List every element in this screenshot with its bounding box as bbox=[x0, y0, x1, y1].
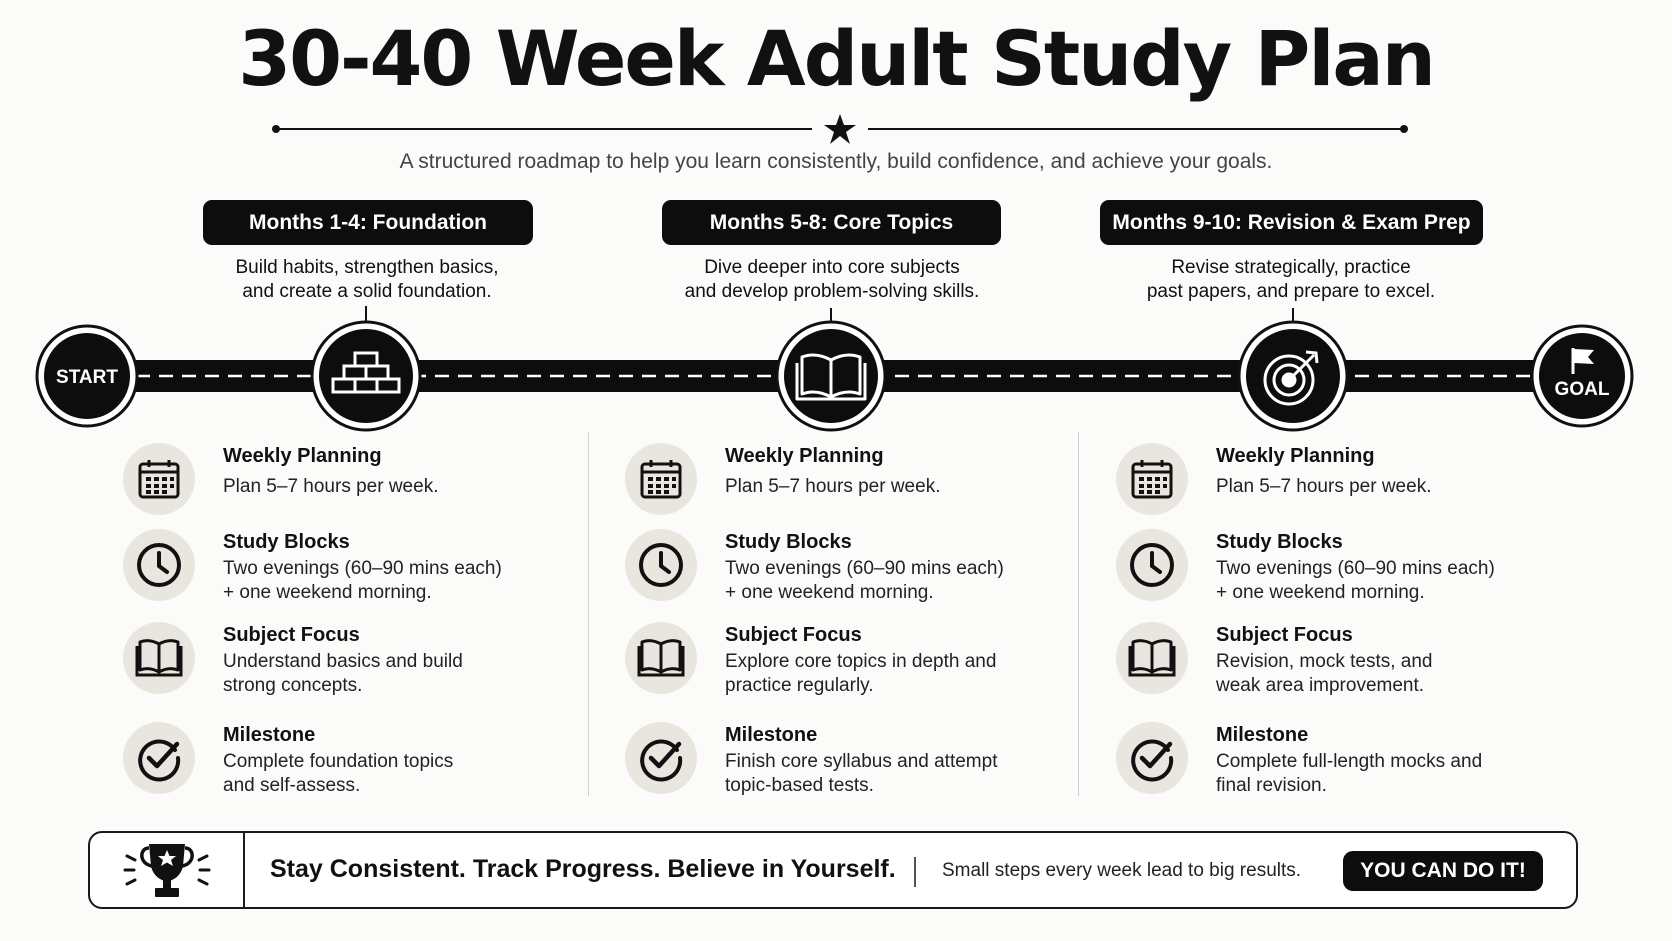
item-description-line1: Revision, mock tests, and bbox=[1216, 651, 1433, 672]
milestone-1-node bbox=[312, 322, 420, 430]
item-heading: Study Blocks bbox=[725, 531, 852, 553]
banner-separator bbox=[914, 857, 916, 887]
item-description-line2: and self-assess. bbox=[223, 775, 361, 796]
book-icon bbox=[637, 638, 685, 678]
clock-icon bbox=[1128, 541, 1176, 589]
phase-1-label: Months 1-4: Foundation bbox=[203, 200, 533, 245]
item-heading: Milestone bbox=[1216, 724, 1309, 746]
banner-main-message: Stay Consistent. Track Progress. Believe in Yourself. bbox=[270, 855, 896, 883]
item-description-line1: Complete full-length mocks and bbox=[1216, 751, 1483, 772]
item-description-line2: strong concepts. bbox=[223, 675, 363, 696]
start-node bbox=[37, 326, 137, 426]
item-heading: Milestone bbox=[725, 724, 818, 746]
phase-1-desc-line2: and create a solid foundation. bbox=[242, 281, 492, 302]
calendar-icon bbox=[137, 457, 181, 501]
item-description-line2: final revision. bbox=[1216, 775, 1327, 796]
trophy-icon bbox=[119, 838, 215, 902]
title-divider bbox=[272, 110, 1408, 150]
phase-3-label: Months 9-10: Revision & Exam Prep bbox=[1100, 200, 1483, 245]
page-title: 30-40 Week Adult Study Plan bbox=[238, 14, 1434, 103]
goal-label: GOAL bbox=[1554, 379, 1610, 400]
goal-node bbox=[1532, 326, 1632, 426]
banner-sub-message: Small steps every week lead to big results. bbox=[942, 860, 1302, 881]
item-description: Plan 5–7 hours per week. bbox=[223, 476, 439, 497]
item-description-line1: Understand basics and build bbox=[223, 651, 463, 672]
phase-1-description bbox=[157, 256, 577, 304]
phase-2-description bbox=[622, 256, 1042, 304]
item-heading: Subject Focus bbox=[223, 624, 360, 646]
item-heading: Study Blocks bbox=[1216, 531, 1343, 553]
item-heading: Weekly Planning bbox=[725, 445, 884, 467]
phase-2-label: Months 5-8: Core Topics bbox=[662, 200, 1001, 245]
phase-3-desc-line2: past papers, and prepare to excel. bbox=[1146, 281, 1436, 302]
phase-3-description bbox=[1081, 256, 1501, 304]
phase-3-desc-line1: Revise strategically, practice bbox=[1171, 257, 1411, 278]
motivation-banner bbox=[88, 831, 1578, 909]
item-heading: Weekly Planning bbox=[223, 445, 382, 467]
item-description-line1: Two evenings (60–90 mins each) bbox=[223, 558, 502, 579]
calendar-icon bbox=[639, 457, 683, 501]
check-icon bbox=[637, 734, 685, 782]
phase-2-desc-line1: Dive deeper into core subjects bbox=[704, 257, 960, 278]
calendar-icon bbox=[1130, 457, 1174, 501]
clock-icon bbox=[637, 541, 685, 589]
item-description-line2: topic-based tests. bbox=[725, 775, 874, 796]
check-icon bbox=[1128, 734, 1176, 782]
item-heading: Milestone bbox=[223, 724, 316, 746]
item-description-line2: + one weekend morning. bbox=[725, 582, 934, 603]
item-description-line1: Two evenings (60–90 mins each) bbox=[725, 558, 1004, 579]
milestone-3-node bbox=[1239, 322, 1347, 430]
item-description-line2: weak area improvement. bbox=[1216, 675, 1425, 696]
item-description-line1: Finish core syllabus and attempt bbox=[725, 751, 998, 772]
book-icon bbox=[1128, 638, 1176, 678]
star-icon bbox=[824, 114, 856, 144]
check-icon bbox=[135, 734, 183, 782]
item-description-line1: Complete foundation topics bbox=[223, 751, 454, 772]
column-divider bbox=[588, 432, 589, 796]
clock-icon bbox=[135, 541, 183, 589]
timeline-road bbox=[0, 300, 1672, 460]
milestone-2-node bbox=[777, 322, 885, 430]
item-description: Plan 5–7 hours per week. bbox=[725, 476, 941, 497]
item-heading: Subject Focus bbox=[1216, 624, 1353, 646]
phase-1-desc-line1: Build habits, strengthen basics, bbox=[235, 257, 499, 278]
item-heading: Subject Focus bbox=[725, 624, 862, 646]
phase-2-desc-line2: and develop problem-solving skills. bbox=[684, 281, 980, 302]
item-description-line2: + one weekend morning. bbox=[223, 582, 432, 603]
book-icon bbox=[135, 638, 183, 678]
item-description-line1: Two evenings (60–90 mins each) bbox=[1216, 558, 1495, 579]
you-can-do-it-badge: YOU CAN DO IT! bbox=[1343, 851, 1543, 891]
column-divider bbox=[1078, 432, 1079, 796]
item-description-line2: + one weekend morning. bbox=[1216, 582, 1425, 603]
item-description-line1: Explore core topics in depth and bbox=[725, 651, 997, 672]
item-heading: Study Blocks bbox=[223, 531, 350, 553]
item-description: Plan 5–7 hours per week. bbox=[1216, 476, 1432, 497]
page-subtitle: A structured roadmap to help you learn consistently, build confidence, and achieve your goals. bbox=[399, 150, 1273, 173]
start-label: START bbox=[56, 367, 118, 388]
item-description-line2: practice regularly. bbox=[725, 675, 874, 696]
item-heading: Weekly Planning bbox=[1216, 445, 1375, 467]
